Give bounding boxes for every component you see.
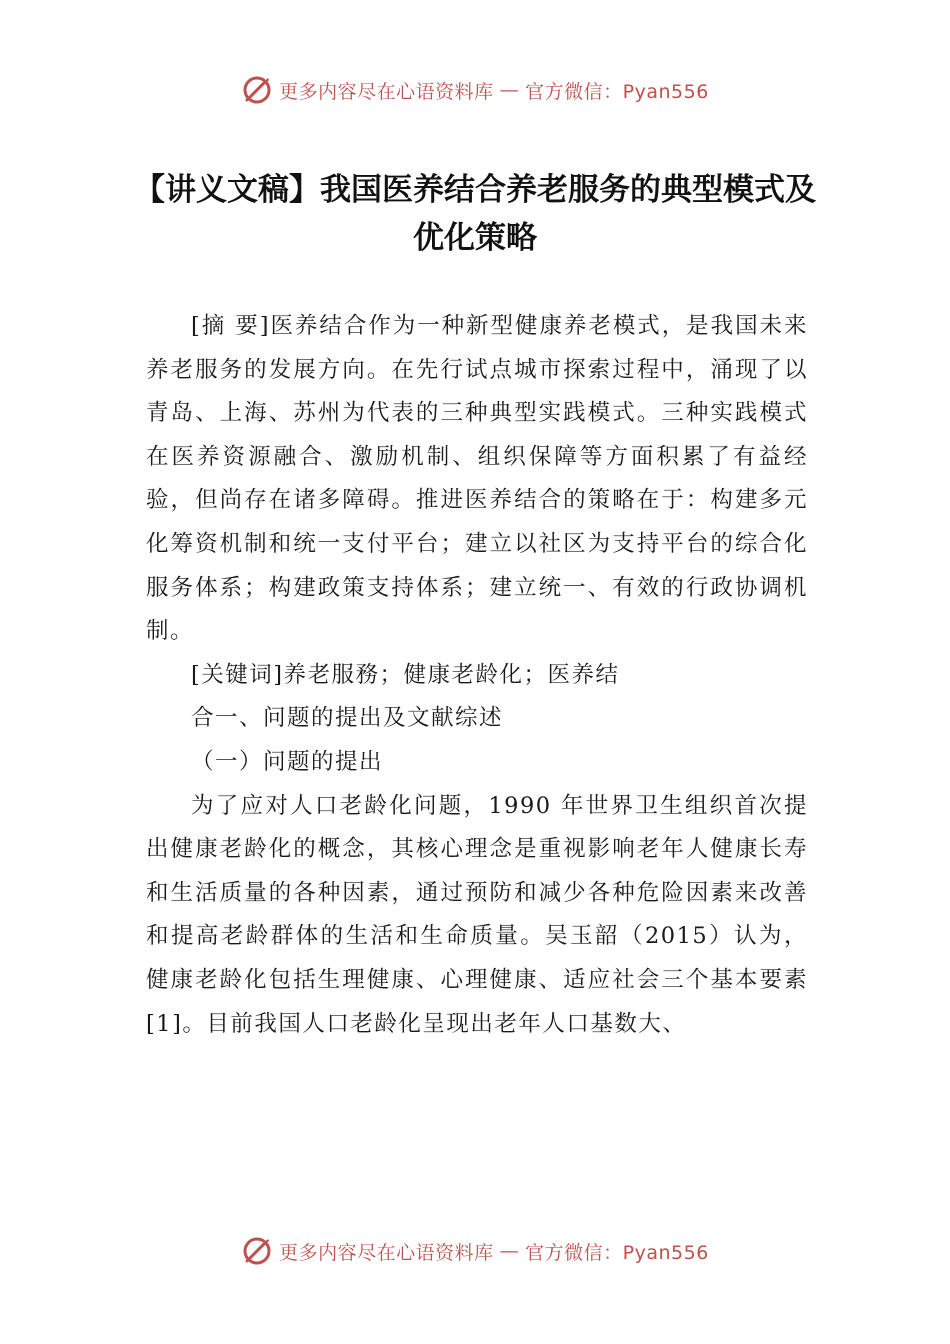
watermark-separator: — <box>499 1240 520 1262</box>
header-watermark <box>0 74 950 106</box>
watermark-contact: 官方微信：Pyan556 <box>525 80 709 103</box>
keywords-paragraph: [关键词]养老服務；健康老龄化；医养结 <box>191 661 620 688</box>
footer-watermark <box>0 1235 950 1267</box>
subsection-heading: （一）问题的提出 <box>191 748 384 775</box>
document-title: 【讲义文稿】我国医养结合养老服务的典型模式及优化策略 <box>134 172 816 256</box>
document-body <box>146 305 808 1046</box>
body-paragraph: 为了应对人口老龄化问题，1990 年世界卫生组织首次提出健康老龄化的概念，其核心理念是重视影响老年人健康长寿和生活质量的各种因素，通过预防和减少各种危险因素来改善和提高老龄群体的生活和生命质量。吴玉韶（2015）认为，健康老龄化包括生理健康、心理健康、适应社会三个基本要素[1]。目前我国人口老龄化呈现出老年人口基数大、 <box>146 792 808 1037</box>
abstract-paragraph: [摘 要]医养结合作为一种新型健康养老模式，是我国未来养老服务的发展方向。在先行试点城市探索过程中，涌现了以青岛、上海、苏州为代表的三种典型实践模式。三种实践模式在医养资源融合、激励机制、组织保障等方面积累了有益经验，但尚存在诸多障碍。推进医养结合的策略在于：构建多元化筹资机制和统一支付平台；建立以社区为支持平台的综合化服务体系；构建政策支持体系；建立统一、有效的行政协调机制。 <box>146 313 808 645</box>
watermark-contact: 官方微信：Pyan556 <box>525 1241 709 1264</box>
watermark-site-text: 更多内容尽在心语资料库 <box>279 1241 494 1264</box>
brush-circle-logo-icon <box>241 74 273 106</box>
brush-circle-logo-icon <box>241 1235 273 1267</box>
watermark-separator: — <box>499 79 520 101</box>
watermark-site-text: 更多内容尽在心语资料库 <box>279 80 494 103</box>
section-heading: 合一、问题的提出及文献综述 <box>191 705 504 732</box>
